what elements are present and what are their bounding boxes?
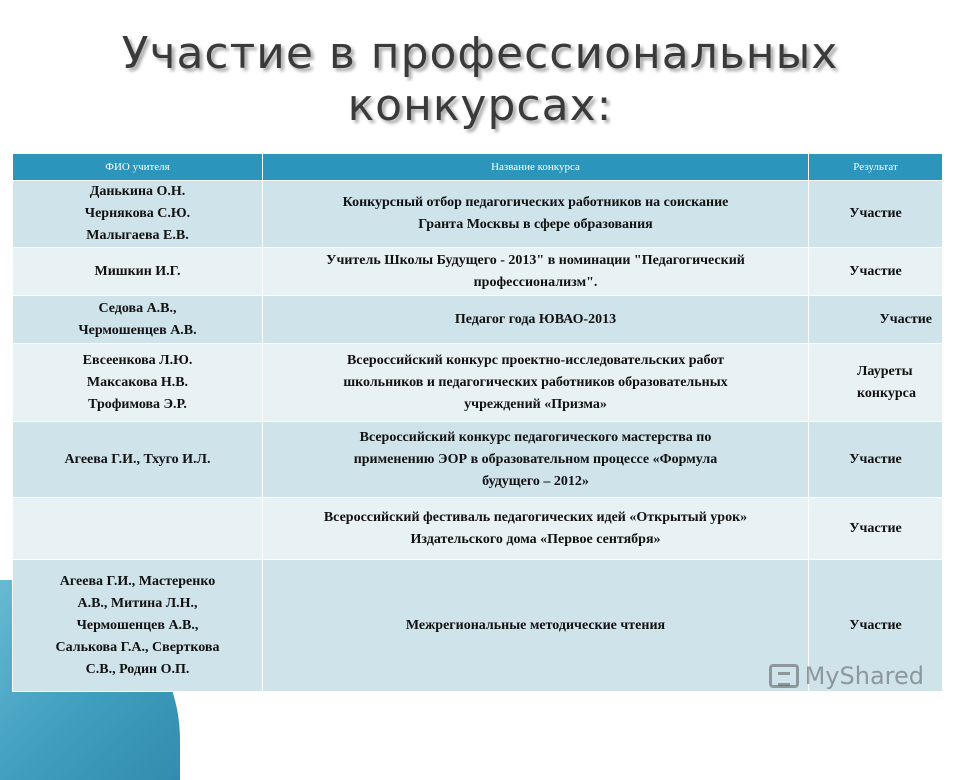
page-title (0, 28, 960, 132)
teacher-cell-line: Максакова Н.В. (86, 374, 189, 390)
teacher-cell (13, 498, 263, 560)
teacher-cell-line: Чернякова С.Ю. (84, 206, 191, 221)
table-row (13, 296, 943, 344)
table-header-row (13, 154, 943, 181)
header-teacher: ФИО учителя (13, 154, 263, 181)
teacher-cell-line: Малыгаева Е.В. (86, 228, 189, 243)
contest-cell-line: Межрегиональные методические чтения (405, 617, 666, 633)
contest-cell-line: Всероссийский конкурс педагогического мастерства по (359, 429, 712, 445)
watermark-text: MyShared (804, 662, 924, 690)
contest-cell-line: Учитель Школы Будущего - 2013" в номинации "Педагогический (326, 252, 745, 268)
contest-cell-line: школьников и педагогических работников образовательных (343, 374, 728, 390)
result-cell (809, 498, 943, 560)
page-title-line-2: конкурсах: (347, 80, 613, 131)
result-cell (809, 296, 943, 344)
contest-cell-line: Всероссийский фестиваль педагогических идей «Открытый урок» (323, 509, 748, 525)
contest-cell-line: Педагог года ЮВАО-2013 (454, 311, 617, 327)
result-cell (809, 344, 943, 422)
result-cell (809, 422, 943, 498)
contest-cell-line: Конкурсный отбор педагогических работников на соискание (342, 195, 729, 210)
contest-cell (263, 248, 809, 296)
contest-cell-line: учреждений «Призма» (464, 396, 607, 412)
teacher-cell (13, 181, 263, 248)
table-row (13, 344, 943, 422)
teacher-cell (13, 248, 263, 296)
teacher-cell-line: Агеева Г.И., Мастеренко (59, 573, 216, 589)
teacher-cell-line: Салькова Г.А., Сверткова (55, 639, 220, 655)
table-row (13, 422, 943, 498)
result-cell-line: Участие (849, 451, 902, 467)
contest-cell-line: применению ЭОР в образовательном процессе «Формула (353, 451, 718, 467)
table-row (13, 498, 943, 560)
result-cell-line: Участие (849, 520, 902, 536)
watermark (769, 662, 924, 690)
header-contest: Название конкурса (263, 154, 809, 181)
contest-cell-line: Всероссийский конкурс проектно-исследовательских работ (346, 352, 725, 368)
teacher-cell-line: Трофимова Э.Р. (88, 396, 187, 412)
teacher-cell-line: Седова А.В., (98, 300, 177, 316)
contest-cell (263, 498, 809, 560)
result-cell (809, 181, 943, 248)
contest-cell (263, 422, 809, 498)
teacher-cell-line: Чермошенцев А.В. (78, 322, 197, 338)
contest-cell (263, 560, 809, 692)
teacher-cell (13, 422, 263, 498)
teacher-cell-line: Чермошенцев А.В., (76, 617, 199, 633)
result-cell-line: конкурса (857, 385, 916, 401)
presentation-icon (769, 664, 799, 688)
teacher-cell-line: С.В., Родин О.П. (85, 661, 190, 677)
teacher-cell (13, 344, 263, 422)
teacher-cell (13, 560, 263, 692)
teacher-cell (13, 296, 263, 344)
contest-cell-line: профессионализм". (473, 274, 598, 290)
teacher-cell-line: Агеева Г.И., Тхуго И.Л. (64, 451, 211, 467)
contest-cell (263, 344, 809, 422)
teacher-cell-line: Евсеенкова Л.Ю. (82, 352, 193, 368)
teacher-cell-line: Мишкин И.Г. (94, 263, 181, 279)
result-cell-line: Участие (879, 311, 932, 327)
contest-cell-line: будущего – 2012» (482, 473, 589, 489)
table-row (13, 248, 943, 296)
contest-cell (263, 181, 809, 248)
result-cell-line: Участие (849, 206, 902, 221)
teacher-cell-line: Данькина О.Н. (89, 184, 186, 199)
result-cell-line: Лауреты (857, 363, 913, 379)
contest-cell-line: Гранта Москвы в сфере образования (418, 217, 653, 232)
result-cell-line: Участие (849, 263, 902, 279)
table-row (13, 181, 943, 248)
contest-cell-line: Издательского дома «Первое сентября» (410, 531, 661, 547)
teacher-cell-line: А.В., Митина Л.Н., (77, 595, 198, 611)
page-title-line-1: Участие в профессиональных (121, 28, 839, 79)
contest-cell (263, 296, 809, 344)
result-cell-line: Участие (849, 617, 902, 633)
contests-table (12, 153, 943, 692)
result-cell (809, 248, 943, 296)
header-result: Результат (809, 154, 943, 181)
